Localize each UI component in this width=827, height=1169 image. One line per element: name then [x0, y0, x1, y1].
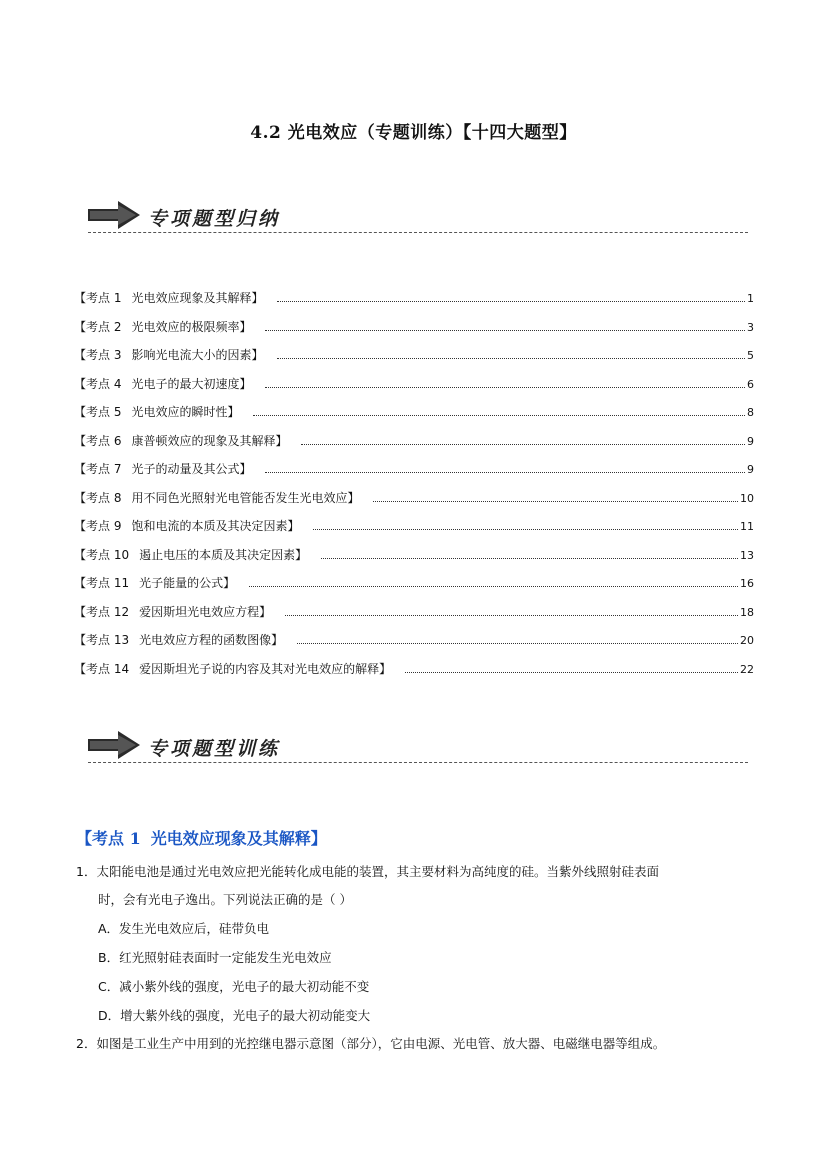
toc-leader [265, 386, 745, 388]
toc-page: 9 [747, 463, 754, 476]
option-c: C．减小紫外线的强度，光电子的最大初动能不变 [98, 979, 370, 994]
option-b: B．红光照射硅表面时一定能发生光电效应 [98, 950, 332, 965]
toc-item[interactable] [74, 432, 754, 461]
toc-title: 爱因斯坦光子说的内容及其对光电效应的解释】 [139, 661, 392, 676]
toc-code: 【考点 2 [74, 319, 122, 334]
toc-page: 20 [740, 634, 754, 647]
option-d: D．增大紫外线的强度，光电子的最大初动能变大 [98, 1008, 371, 1023]
arrow-icon [88, 201, 140, 229]
summary-banner [88, 199, 748, 235]
question-1-line-1: 1．太阳能电池是通过光电效应把光能转化成电能的装置，其主要材料为高纯度的硅。当紫外线照射硅表面 [76, 864, 659, 879]
question-2-line-1: 2．如图是工业生产中用到的光控继电器示意图（部分），它由电源、光电管、放大器、电磁继电器等组成。 [76, 1036, 666, 1051]
toc-item[interactable] [74, 574, 754, 603]
toc-title: 康普顿效应的现象及其解释】 [131, 433, 288, 448]
toc-item[interactable] [74, 460, 754, 489]
toc-item[interactable] [74, 546, 754, 575]
section-code: 【考点 1 [76, 829, 141, 848]
toc-item[interactable] [74, 289, 754, 318]
toc-code: 【考点 9 [74, 519, 122, 533]
toc-code: 【考点 3 [74, 348, 122, 362]
training-banner-text: 专项题型训练 [148, 738, 281, 760]
toc-leader [313, 528, 738, 530]
toc-leader [373, 500, 738, 502]
toc-item[interactable] [74, 517, 754, 546]
toc-title: 饱和电流的本质及其决定因素】 [131, 519, 300, 533]
option-a: A．发生光电效应后，硅带负电 [98, 921, 270, 936]
toc-title: 影响光电流大小的因素】 [131, 348, 264, 362]
arrow-icon [88, 731, 140, 759]
toc-title: 光电效应的瞬时性】 [131, 405, 240, 419]
toc-title: 光子能量的公式】 [139, 576, 236, 590]
toc-leader [321, 557, 738, 559]
toc-leader [265, 471, 745, 473]
toc-page: 8 [747, 406, 754, 419]
toc-page: 3 [747, 320, 754, 334]
question-1-line-2: 时，会有光电子逸出。下列说法正确的是（ ） [98, 892, 352, 907]
toc-page: 5 [747, 349, 754, 362]
toc-code: 【考点 8 [74, 490, 122, 505]
toc-code: 【考点 1 [74, 291, 122, 305]
toc-title: 光子的动量及其公式】 [131, 462, 252, 476]
toc-leader [265, 329, 745, 331]
toc-leader [297, 642, 738, 644]
toc-leader [277, 357, 745, 359]
toc-page: 10 [740, 491, 754, 505]
toc-code: 【考点 6 [74, 433, 122, 448]
training-banner [88, 729, 748, 765]
toc-page: 1 [747, 292, 754, 305]
toc-code: 【考点 11 [74, 576, 130, 590]
banner-divider [88, 232, 748, 233]
toc-title: 光电效应方程的函数图像】 [139, 633, 284, 647]
toc-code: 【考点 14 [74, 661, 130, 676]
toc-item[interactable] [74, 660, 754, 689]
toc-code: 【考点 13 [74, 633, 130, 647]
toc-page: 13 [740, 548, 754, 562]
toc-leader [277, 300, 745, 302]
page-title: 4.2 光电效应（专题训练）【十四大题型】 [250, 123, 577, 143]
toc-page: 16 [740, 577, 754, 590]
toc-title: 遏止电压的本质及其决定因素】 [139, 547, 308, 562]
toc-title: 光电效应的极限频率】 [131, 319, 252, 334]
toc-code: 【考点 7 [74, 462, 122, 476]
summary-banner-text: 专项题型归纳 [148, 208, 281, 230]
toc-page: 11 [740, 520, 754, 533]
toc-leader [301, 443, 745, 445]
toc-code: 【考点 10 [74, 547, 130, 562]
section-title: 光电效应现象及其解释】 [150, 829, 327, 848]
toc-page: 22 [740, 662, 754, 676]
toc-leader [253, 414, 745, 416]
toc-item[interactable] [74, 318, 754, 347]
toc-title: 光电效应现象及其解释】 [131, 291, 264, 305]
toc-item[interactable] [74, 603, 754, 632]
toc-title: 爱因斯坦光电效应方程】 [139, 604, 272, 619]
toc-page: 18 [740, 605, 754, 619]
toc-item[interactable] [74, 375, 754, 404]
toc-code: 【考点 12 [74, 604, 130, 619]
toc-item[interactable] [74, 631, 754, 660]
toc-code: 【考点 4 [74, 376, 122, 391]
banner-divider [88, 762, 748, 763]
toc-leader [405, 671, 738, 673]
toc-leader [249, 585, 738, 587]
toc-title: 用不同色光照射光电管能否发生光电效应】 [131, 490, 360, 505]
toc-page: 9 [747, 434, 754, 448]
toc-leader [285, 614, 738, 616]
toc-item[interactable] [74, 403, 754, 432]
toc-title: 光电子的最大初速度】 [131, 376, 252, 391]
section-heading [76, 826, 327, 849]
toc-page: 6 [747, 377, 754, 391]
table-of-contents [74, 289, 754, 688]
toc-item[interactable] [74, 346, 754, 375]
toc-code: 【考点 5 [74, 405, 122, 419]
toc-item[interactable] [74, 489, 754, 518]
